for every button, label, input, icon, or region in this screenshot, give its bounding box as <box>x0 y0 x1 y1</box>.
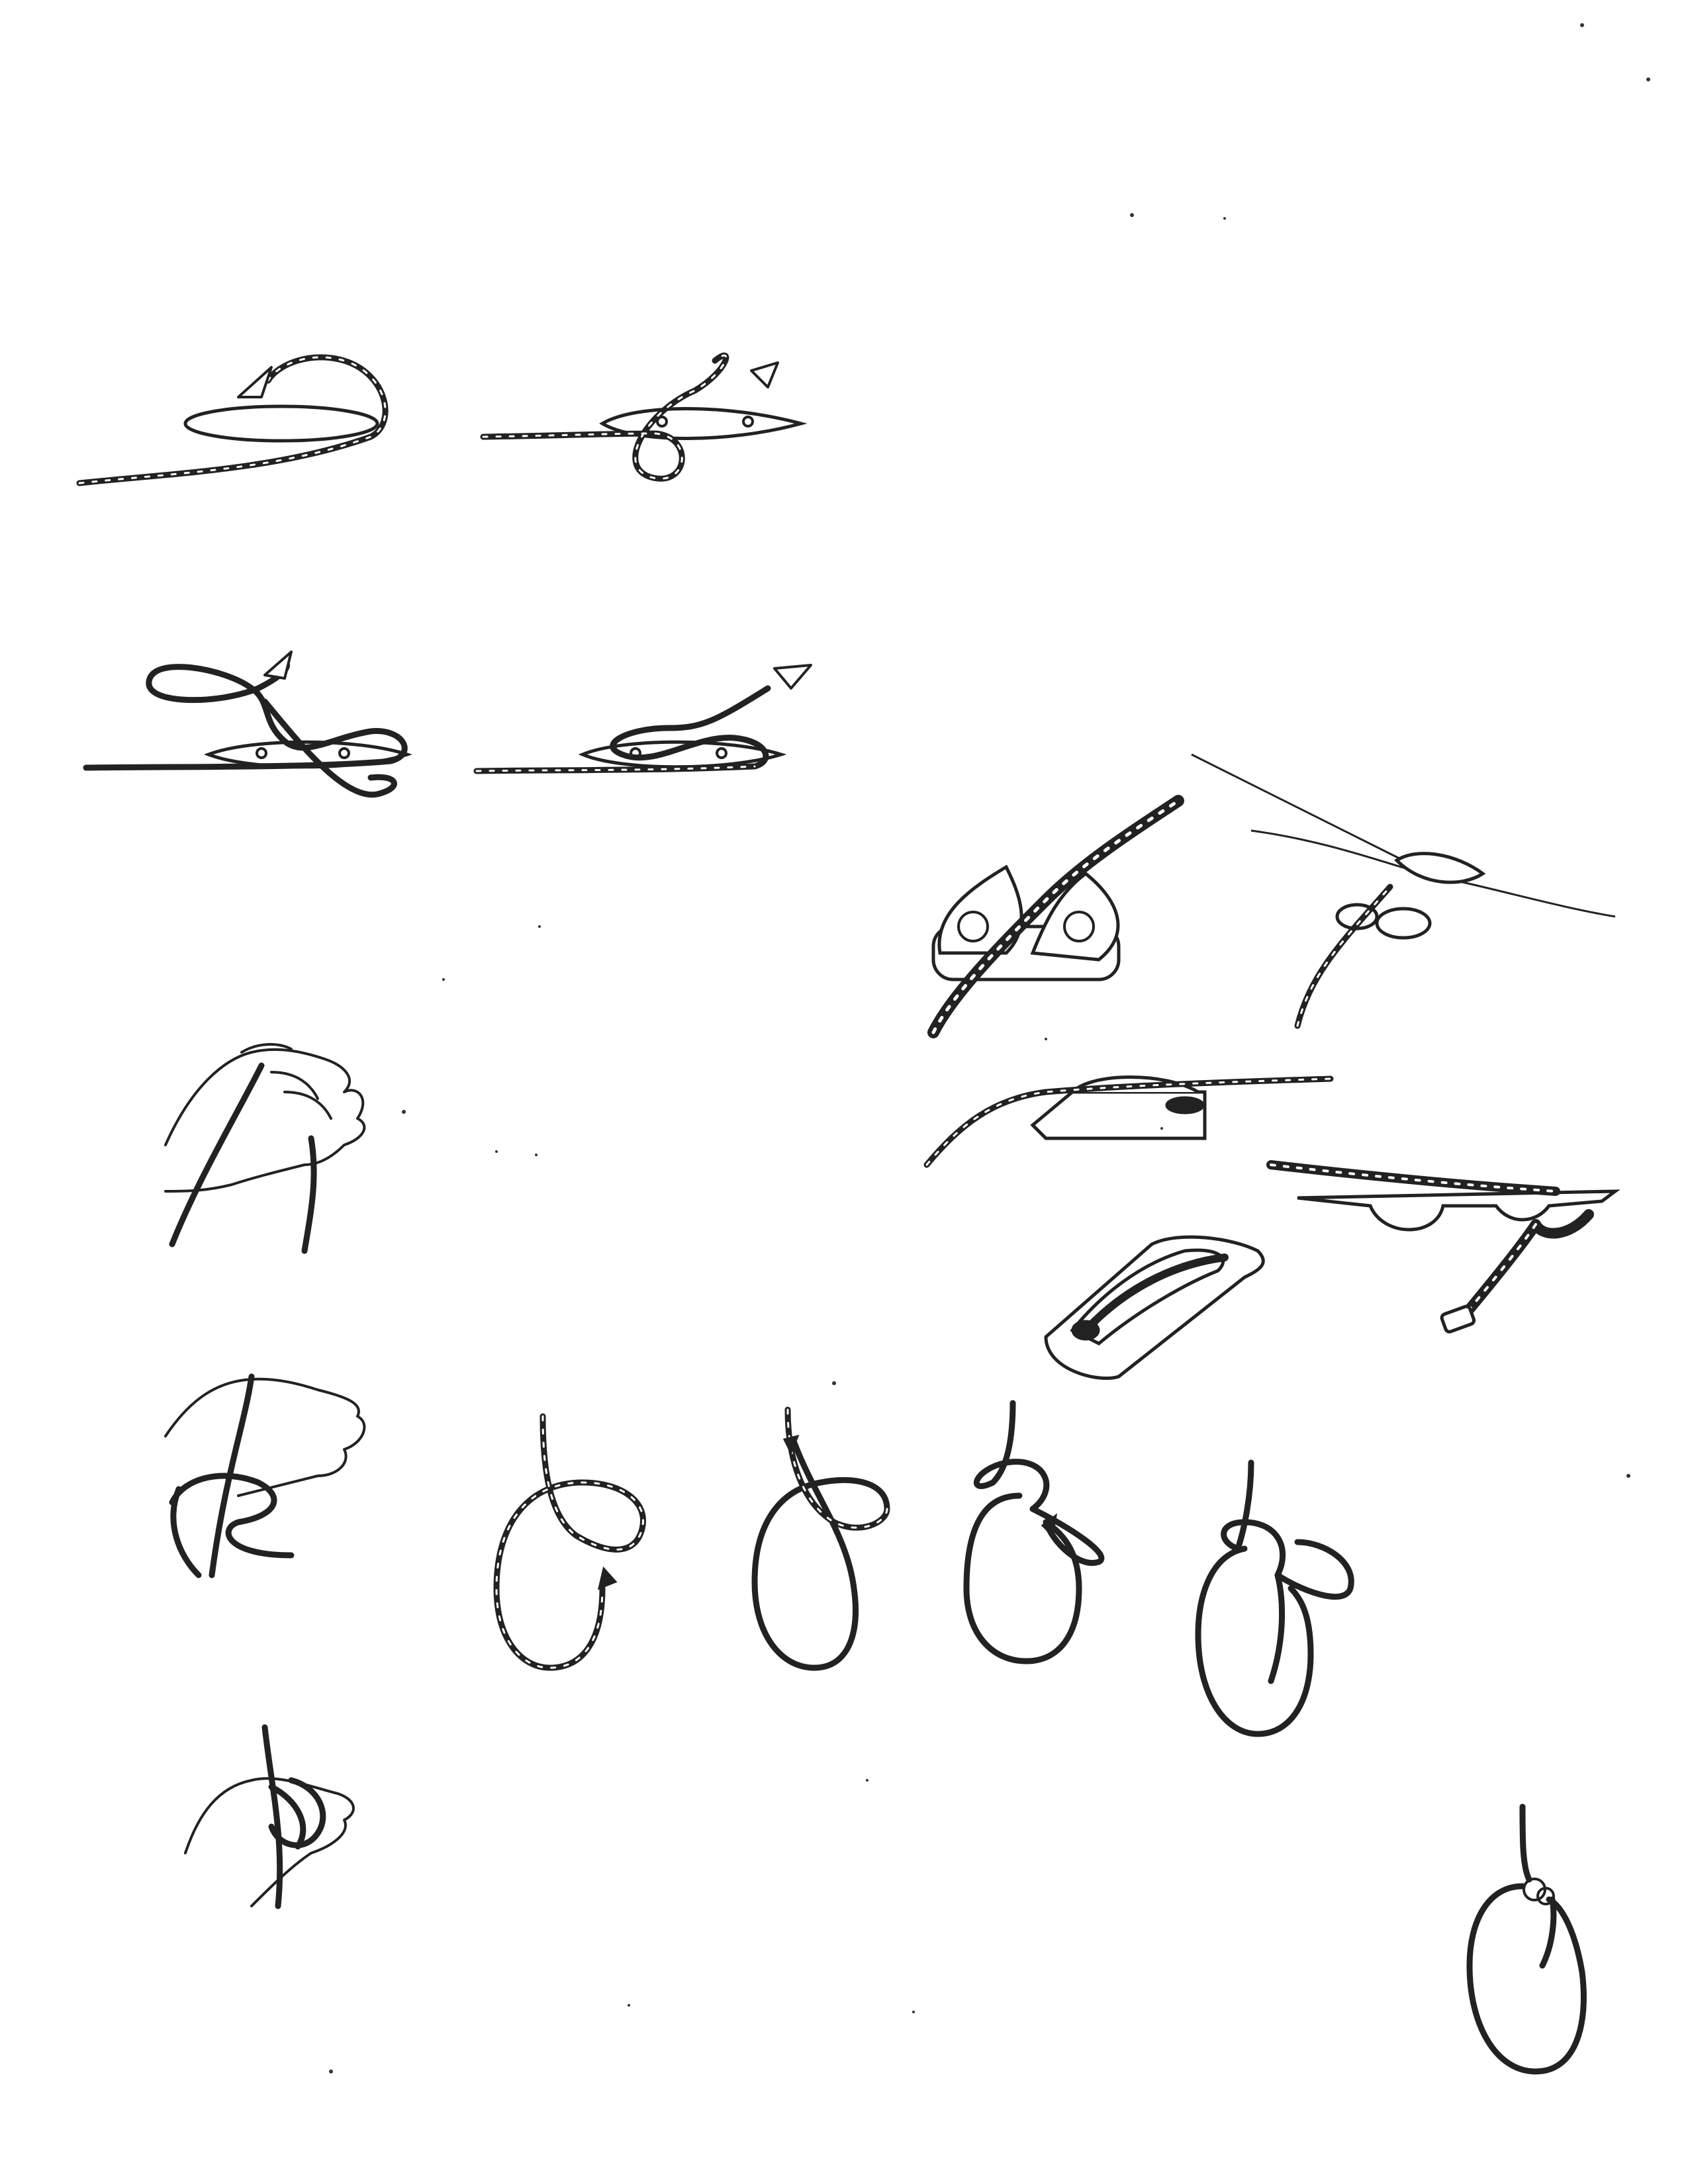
rope <box>976 1403 1102 1563</box>
rope-tail <box>1542 1899 1554 1966</box>
bowline-step-4 <box>1198 1463 1351 1734</box>
direction-arrow-icon <box>599 1569 616 1588</box>
bowline-step-3 <box>966 1403 1102 1661</box>
cleat-hitch-step-2 <box>483 355 801 478</box>
cleat-body <box>1297 1191 1615 1230</box>
scan-specks <box>329 23 1650 2073</box>
hand <box>165 1050 364 1191</box>
rope <box>496 1416 643 1668</box>
direction-arrow-icon <box>751 363 778 387</box>
rope <box>172 1066 261 1244</box>
hand <box>185 1778 353 1906</box>
jam-cleat <box>1046 1237 1263 1378</box>
cleat-hitch-step-4 <box>477 665 811 771</box>
horn-cleat <box>1271 1165 1615 1333</box>
cleat-hitch-step-3 <box>86 652 407 795</box>
coil-step-2 <box>165 1377 364 1575</box>
direction-arrow-icon <box>265 652 291 678</box>
line <box>1251 831 1423 874</box>
rope-top <box>1192 754 1403 860</box>
direction-arrow-icon <box>238 367 271 397</box>
cleat-base <box>1046 1237 1263 1378</box>
coil-step-3 <box>185 1727 353 1906</box>
cleat-base <box>185 406 377 441</box>
rope <box>1224 1463 1352 1597</box>
coil-step-1 <box>165 1044 364 1251</box>
bowline-step-1 <box>496 1416 643 1668</box>
cam-cleat <box>933 801 1178 1032</box>
rope <box>755 1410 887 1668</box>
bowline-finished <box>1470 1807 1583 2071</box>
rope <box>265 1727 280 1906</box>
rope-loop <box>1470 1886 1583 2071</box>
fairlead <box>1397 854 1483 883</box>
bowline-step-2 <box>755 1410 887 1668</box>
cleat-hitch-step-1 <box>79 357 385 483</box>
rope-standing-part <box>1523 1807 1529 1880</box>
direction-arrow-icon <box>774 665 811 688</box>
clam-cleat <box>927 1077 1331 1165</box>
fairlead-cleat <box>1192 754 1615 1026</box>
rope-tail <box>1463 1214 1589 1317</box>
